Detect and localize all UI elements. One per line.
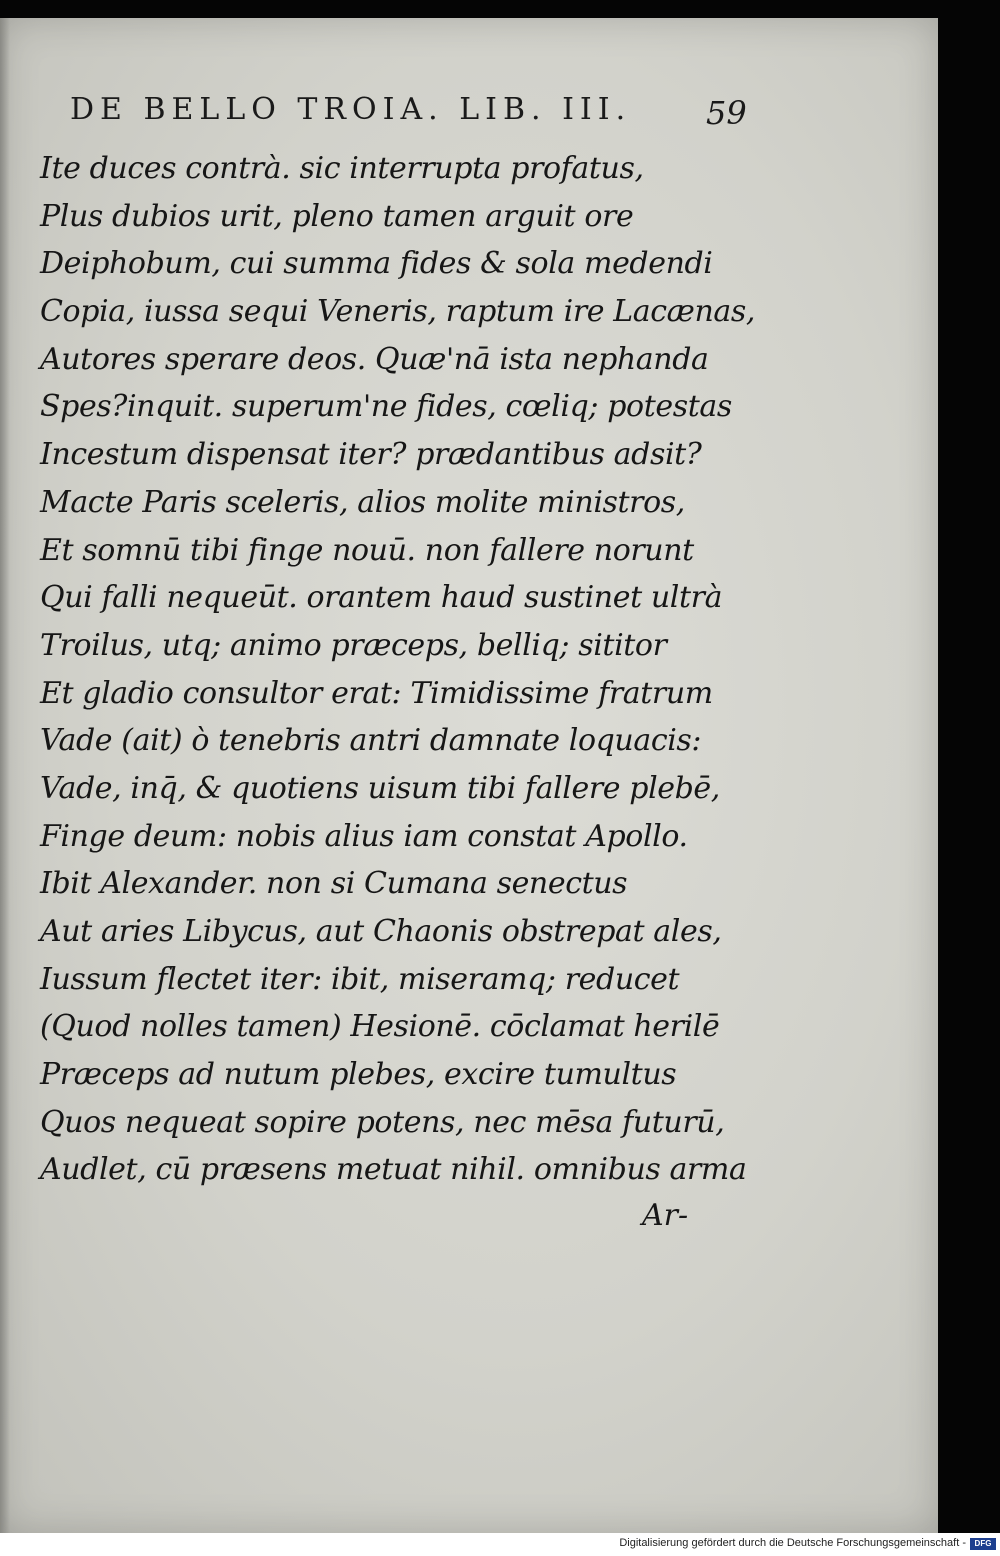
verse-line: Ite duces contrà. sic interrupta profatus, xyxy=(40,151,644,186)
running-head-title: DE BELLO TROIA. LIB. III. xyxy=(70,92,632,127)
verse-line: Quos nequeat sopire potens, nec mēsa futurū, xyxy=(40,1104,725,1140)
verse-line: Et somnū tibi finge nouū. non fallere norunt xyxy=(40,532,694,568)
running-head xyxy=(70,92,750,132)
verse-line: Incestum dispensat iter? prædantibus adsit? xyxy=(40,437,702,473)
verse-line: Plus dubios urit, pleno tamen arguit ore xyxy=(40,198,634,234)
verse-line: Et gladio consultor erat: Timidissime fratrum xyxy=(40,675,713,711)
verse-line: Troilus, utq; animo præceps, belliq; sititor xyxy=(40,627,667,663)
verse-line: Qui falli nequeūt. orantem haud sustinet ultrà xyxy=(40,580,723,616)
verse-line: Copia, iussa sequi Veneris, raptum ire Lacænas, xyxy=(40,294,756,330)
funding-credit: Digitalisierung gefördert durch die Deutsche Forschungsgemeinschaft - xyxy=(619,1537,966,1549)
verse-line: Finge deum: nobis alius iam constat Apollo. xyxy=(40,818,688,854)
verse-line: Deiphobum, cui summa fides & sola medendi xyxy=(40,246,713,282)
verse-line: Macte Paris sceleris, alios molite ministros, xyxy=(40,484,685,520)
page-number: 59 xyxy=(706,94,747,132)
verse-line: Vade (ait) ò tenebris antri damnate loquacis: xyxy=(40,723,702,759)
page-gutter-shadow xyxy=(0,18,10,1533)
catchword: Ar- xyxy=(642,1198,689,1233)
digitization-footer xyxy=(0,1533,1000,1556)
verse-line: Audlet, cū præsens metuat nihil. omnibus arma xyxy=(40,1152,747,1188)
dfg-logo-icon: DFG xyxy=(970,1538,996,1550)
verse-line: (Quod nolles tamen) Hesionē. cōclamat herilē xyxy=(40,1009,720,1045)
verse-line: Spes?inquit. superum'ne fides, cœliq; potestas xyxy=(40,389,732,425)
verse-line: Præceps ad nutum plebes, excire tumultus xyxy=(40,1057,677,1093)
verse-line: Aut aries Libycus, aut Chaonis obstrepat ales, xyxy=(40,914,722,949)
verse-line: Vade, inq̄, & quotiens uisum tibi fallere plebē, xyxy=(40,770,720,806)
verse-line: Ibit Alexander. non si Cumana senectus xyxy=(40,866,628,902)
verse-line: Iussum flectet iter: ibit, miseramq; reducet xyxy=(40,961,680,997)
verse-block xyxy=(40,145,756,1194)
verse-line: Autores sperare deos. Quæ'nā ista nephanda xyxy=(40,341,709,377)
